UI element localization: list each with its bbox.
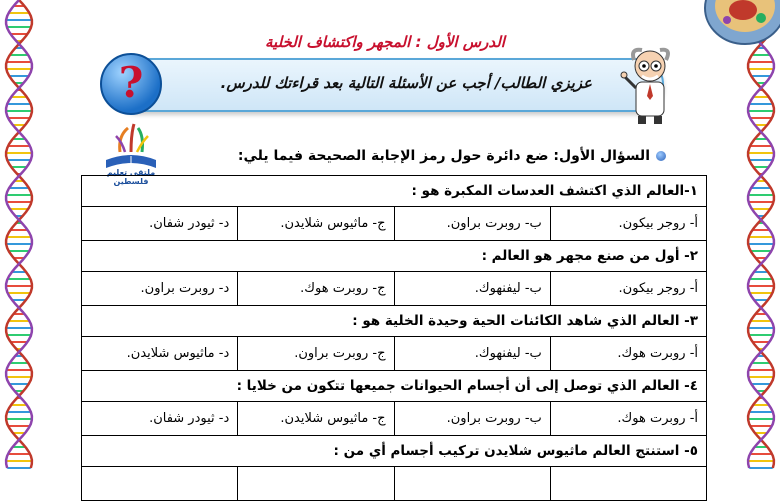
option-a[interactable]: أ- روبرت هوك. xyxy=(550,402,706,436)
options-row xyxy=(82,207,707,241)
option-d[interactable]: د- روبرت براون. xyxy=(82,272,238,306)
option-b[interactable]: ب- ليفنهوك. xyxy=(394,272,550,306)
question-row xyxy=(82,176,707,207)
question-mark-icon: ? xyxy=(100,53,162,115)
option-a[interactable]: أ- روجر بيكون. xyxy=(550,207,706,241)
option-b[interactable]: ب- روبرت براون. xyxy=(394,207,550,241)
option-c[interactable] xyxy=(238,467,394,501)
options-row xyxy=(82,272,707,306)
question-text: ٣- العالم الذي شاهد الكائنات الحية وحيدة الخلية هو : xyxy=(82,306,707,337)
question-text: ٢- أول من صنع مجهر هو العالم : xyxy=(82,241,707,272)
question-text: ٥- استنتج العالم ماثيوس شلايدن تركيب أجسام أي من : xyxy=(82,436,707,467)
option-c[interactable]: ج- روبرت هوك. xyxy=(238,272,394,306)
instruction-banner xyxy=(112,58,664,112)
section-title-text: السؤال الأول: ضع دائرة حول رمز الإجابة الصحيحة فيما يلي: xyxy=(237,148,650,164)
option-a[interactable]: أ- روبرت هوك. xyxy=(550,337,706,371)
instruction-text: عزيزي الطالب/ أجب عن الأسئلة التالية بعد قراءتك للدرس. xyxy=(220,74,592,92)
section-title xyxy=(238,148,666,164)
options-row xyxy=(82,402,707,436)
professor-illustration xyxy=(620,42,682,126)
question-text: ٤- العالم الذي توصل إلى أن أجسام الحيوانات جميعها تتكون من خلايا : xyxy=(82,371,707,402)
option-d[interactable]: د- ماثيوس شلايدن. xyxy=(82,337,238,371)
logo-text: ملتقى تعليم فلسطين xyxy=(106,168,156,186)
lesson-title: الدرس الأول : المجهر واكتشاف الخلية xyxy=(265,33,505,51)
options-row xyxy=(82,467,707,501)
bullet-icon xyxy=(656,151,666,161)
quiz-table xyxy=(81,175,707,501)
option-a[interactable]: أ- روجر بيكون. xyxy=(550,272,706,306)
options-row xyxy=(82,337,707,371)
question-row xyxy=(82,436,707,467)
option-b[interactable] xyxy=(394,467,550,501)
dna-strand-left-decoration xyxy=(0,0,38,470)
option-d[interactable]: د- ثيودر شفان. xyxy=(82,402,238,436)
question-text: ١-العالم الذي اكتشف العدسات المكبرة هو : xyxy=(82,176,707,207)
question-row xyxy=(82,306,707,337)
option-c[interactable]: ج- ماثيوس شلايدن. xyxy=(238,402,394,436)
option-d[interactable] xyxy=(82,467,238,501)
cell-illustration xyxy=(685,0,780,48)
option-c[interactable]: ج- روبرت براون. xyxy=(238,337,394,371)
dna-strand-right-decoration xyxy=(742,0,780,470)
question-row xyxy=(82,241,707,272)
option-b[interactable]: ب- ليفنهوك. xyxy=(394,337,550,371)
option-a[interactable] xyxy=(550,467,706,501)
option-b[interactable]: ب- روبرت براون. xyxy=(394,402,550,436)
option-c[interactable]: ج- ماثيوس شلايدن. xyxy=(238,207,394,241)
question-row xyxy=(82,371,707,402)
option-d[interactable]: د- ثيودر شفان. xyxy=(82,207,238,241)
